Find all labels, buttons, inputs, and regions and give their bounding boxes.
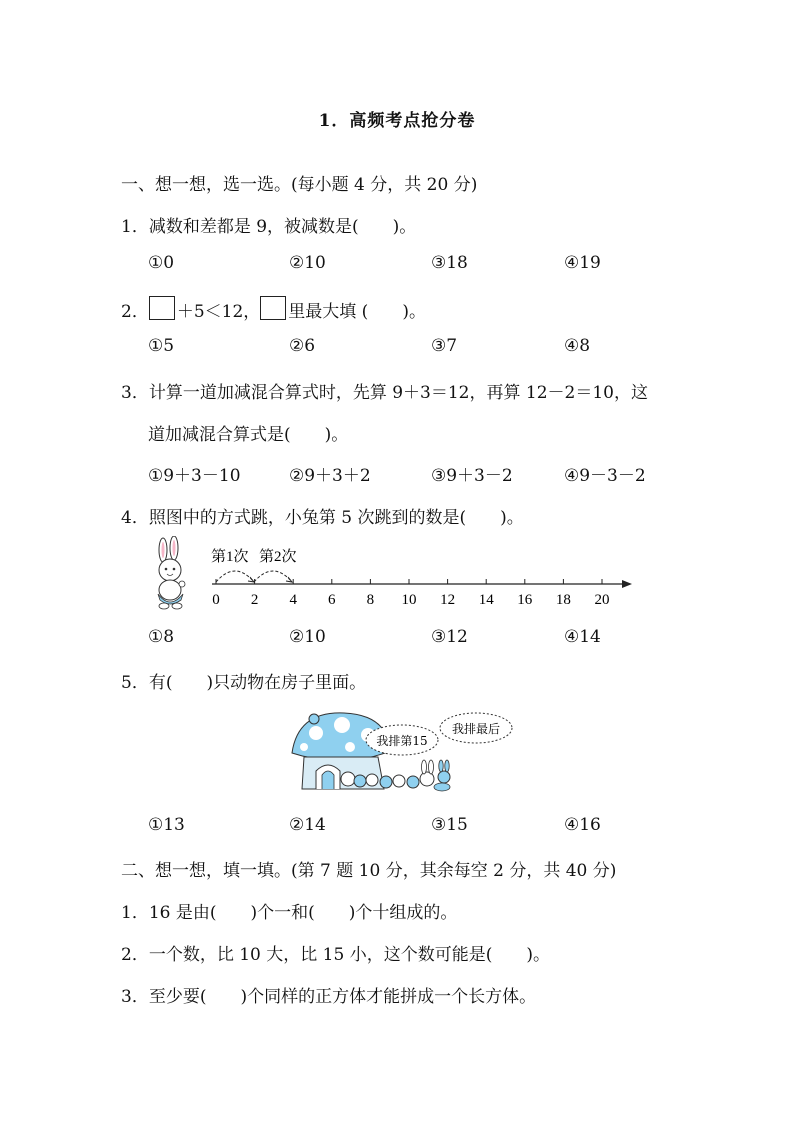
q3-option-2[interactable]: ②9＋3＋2: [289, 466, 371, 486]
q2-option-1[interactable]: ①5: [148, 336, 175, 356]
number-line-tick-label: 14: [478, 592, 494, 608]
s2-q2-text: 2．一个数，比 10 大，比 15 小，这个数可能是( )。: [121, 945, 550, 965]
number-line-ticks: [212, 579, 609, 608]
q2-options: [148, 336, 708, 360]
section2-heading: 二、想一想，填一填。(第 7 题 10 分，其余每空 2 分，共 40 分): [121, 861, 617, 881]
jump-label-1: 第1次: [211, 549, 249, 565]
number-line-tick-label: 18: [555, 592, 571, 608]
jump-arc-2: [254, 571, 292, 582]
q3-options: [148, 461, 708, 485]
number-line-tick-label: 2: [250, 592, 259, 608]
q5-option-2[interactable]: ②14: [289, 815, 326, 835]
q3-option-3[interactable]: ③9＋3－2: [431, 466, 513, 486]
q1-option-3[interactable]: ③18: [431, 253, 468, 273]
q2-option-4[interactable]: ④8: [564, 336, 591, 356]
s2-q3-text: 3．至少要( )个同样的正方体才能拼成一个长方体。: [121, 987, 537, 1007]
q5-mushroom-house-figure: [286, 707, 526, 797]
q4-number-line-figure: [146, 536, 646, 616]
rabbit-illustration: [158, 536, 185, 609]
page-title: 1．高频考点抢分卷: [318, 111, 476, 131]
q4-options: [148, 627, 708, 651]
speech-bubble-1: [366, 725, 438, 755]
number-line-tick-label: 16: [517, 592, 533, 608]
q4-option-1[interactable]: ①8: [148, 627, 175, 647]
q3-line2: 道加减混合算式是( )。: [148, 425, 349, 445]
number-line-tick-label: 6: [328, 592, 336, 608]
q2-option-2[interactable]: ②6: [289, 336, 316, 356]
q1-text: 1．减数和差都是 9，被减数是( )。: [121, 217, 417, 237]
q2-expression: ＋5＜12，: [176, 302, 261, 322]
q2-text: [121, 296, 426, 322]
s2-q1-text: 1．16 是由( )个一和( )个十组成的。: [121, 903, 458, 923]
q4-option-2[interactable]: ②10: [289, 627, 326, 647]
q3-option-1[interactable]: ①9＋3－10: [148, 466, 241, 486]
jump-label-2: 第2次: [259, 549, 297, 565]
speech-bubble-2-text: 我排最后: [451, 722, 501, 736]
speech-bubble-2: [440, 713, 512, 743]
number-line-tick-label: 8: [366, 592, 375, 608]
number-line-tick-label: 4: [289, 592, 297, 608]
q1-options: [148, 253, 708, 277]
q2-blank-box-1[interactable]: [149, 296, 175, 320]
q1-option-2[interactable]: ②10: [289, 253, 326, 273]
q4-option-3[interactable]: ③12: [431, 627, 468, 647]
q5-option-1[interactable]: ①13: [148, 815, 185, 835]
q5-option-4[interactable]: ④16: [564, 815, 601, 835]
q5-option-3[interactable]: ③15: [431, 815, 468, 835]
q4-option-4[interactable]: ④14: [564, 627, 601, 647]
number-line-tick-label: 10: [401, 592, 417, 608]
q5-options: [148, 815, 708, 839]
number-line-tick-label: 0: [212, 592, 220, 608]
q2-number: 2．: [121, 302, 149, 322]
q4-text: 4．照图中的方式跳，小兔第 5 次跳到的数是( )。: [121, 508, 524, 528]
number-line-tick-label: 12: [440, 592, 456, 608]
q2-tail: 里最大填 ( )。: [288, 302, 426, 322]
jump-arc-1: [216, 571, 254, 582]
number-line-tick-label: 20: [594, 592, 610, 608]
q1-option-4[interactable]: ④19: [564, 253, 601, 273]
number-line-arrowhead: [622, 580, 632, 588]
q2-blank-box-2[interactable]: [260, 296, 286, 320]
speech-bubble-1-text: 我排第15: [376, 734, 428, 748]
q5-text: 5．有( )只动物在房子里面。: [121, 673, 367, 693]
q3-option-4[interactable]: ④9－3－2: [564, 466, 646, 486]
q2-option-3[interactable]: ③7: [431, 336, 458, 356]
q1-option-1[interactable]: ①0: [148, 253, 175, 273]
q3-line1: 3．计算一道加减混合算式时，先算 9＋3＝12，再算 12－2＝10，这: [121, 383, 648, 403]
section1-heading: 一、想一想，选一选。(每小题 4 分，共 20 分): [121, 175, 478, 195]
